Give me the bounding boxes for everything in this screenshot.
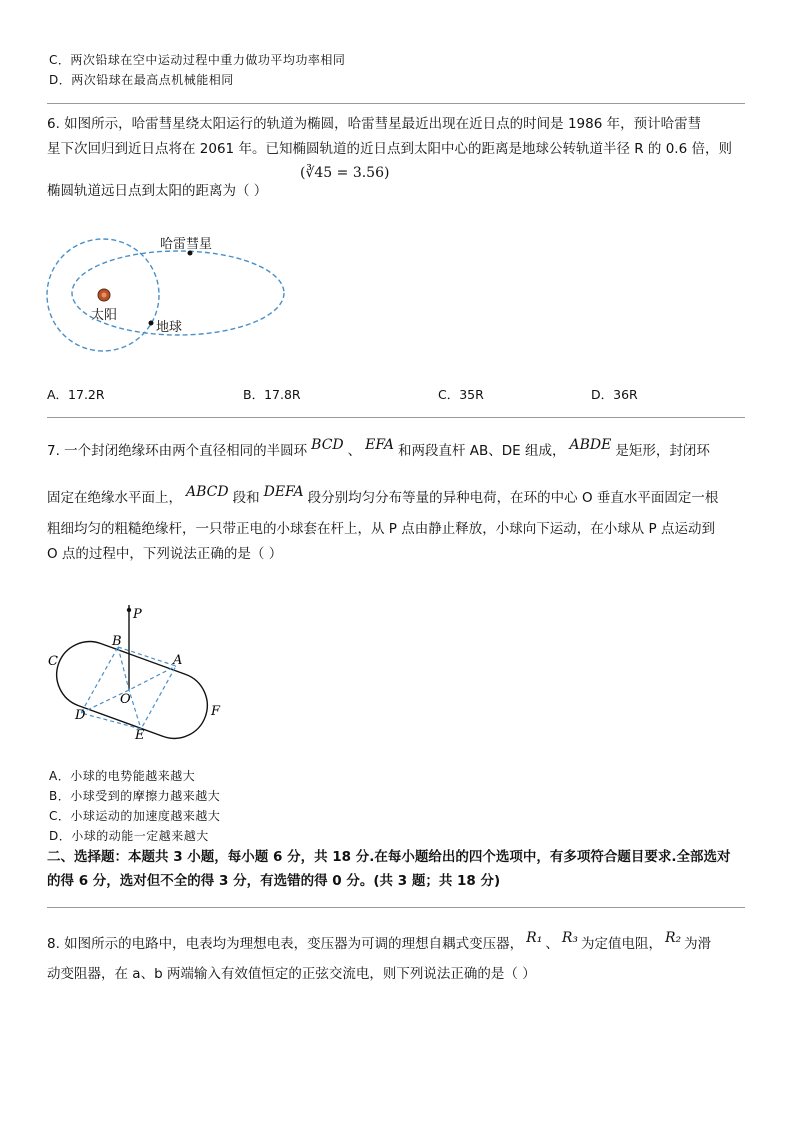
q7-efa: EFA bbox=[365, 437, 394, 453]
q8-sep: 、 bbox=[545, 936, 559, 952]
ring-diagram bbox=[40, 585, 240, 745]
q7-bcd: BCD bbox=[311, 437, 344, 453]
q8-text: 8. 如图所示的电路中，电表均为理想电表，变压器为可调的理想自耦式变压器， bbox=[47, 936, 524, 952]
q7-text: 和两段直杆 AB、DE 组成， bbox=[397, 443, 566, 459]
q7-abcd: ABCD bbox=[186, 484, 229, 500]
q8-line-1 bbox=[47, 930, 712, 955]
q7-line-4: O 点的过程中，下列说法正确的是（ ） bbox=[47, 546, 283, 562]
q5-option-d: D．两次铅球在最高点机械能相同 bbox=[49, 73, 234, 87]
divider bbox=[47, 417, 745, 418]
divider bbox=[47, 907, 745, 908]
q7-text: 7. 一个封闭绝缘环由两个直径相同的半圆环 bbox=[47, 443, 308, 459]
q6-formula: (∛45 = 3.56) bbox=[300, 165, 390, 181]
q8-r2: R₂ bbox=[664, 930, 682, 946]
q7-line-3: 粗细均匀的粗糙绝缘杆，一只带正电的小球套在杆上，从 P 点由静止释放，小球向下运动，在小球从 P 点运动到 bbox=[47, 521, 715, 537]
label-b: B bbox=[112, 634, 122, 649]
label-d: D bbox=[75, 708, 86, 723]
q8-text: 为滑 bbox=[684, 936, 712, 952]
label-a: A bbox=[173, 653, 183, 668]
comet-label: 哈雷彗星 bbox=[160, 237, 213, 252]
section-2-heading-line-1: 二、选择题：本题共 3 小题，每小题 6 分，共 18 分.在每小题给出的四个选项中，有多项符合题目要求.全部选对 bbox=[47, 849, 731, 865]
earth-label: 地球 bbox=[156, 320, 183, 335]
q7-option-c: C．小球运动的加速度越来越大 bbox=[49, 809, 221, 823]
label-p: P bbox=[133, 607, 142, 622]
q8-text: 为定值电阻， bbox=[580, 936, 662, 952]
q6-option-d: D．36R bbox=[591, 387, 638, 402]
q7-option-b: B．小球受到的摩擦力越来越大 bbox=[49, 789, 221, 803]
q6-line-2: 星下次回归到近日点将在 2061 年。已知椭圆轨道的近日点到太阳中心的距离是地球公转轨道半径 R 的 0.6 倍，则 bbox=[47, 141, 732, 157]
q8-r1: R₁ bbox=[526, 930, 543, 946]
section-2-heading-line-2: 的得 6 分，选对但不全的得 3 分，有选错的得 0 分。(共 3 题；共 18 分) bbox=[47, 873, 501, 889]
label-o: O bbox=[120, 692, 131, 707]
sun-label: 太阳 bbox=[91, 308, 118, 323]
q7-text: 是矩形，封闭环 bbox=[615, 443, 710, 459]
q6-line-3: 椭圆轨道远日点到太阳的距离为（ ） bbox=[47, 183, 268, 199]
sun-highlight bbox=[102, 293, 107, 298]
label-c: C bbox=[48, 654, 58, 669]
q7-abde: ABDE bbox=[569, 437, 612, 453]
q7-text: 段和 bbox=[232, 490, 260, 506]
q7-sep: 、 bbox=[347, 443, 362, 459]
label-e: E bbox=[135, 728, 145, 743]
q8-r3: R₃ bbox=[561, 930, 578, 946]
q7-option-d: D．小球的动能一定越来越大 bbox=[49, 829, 209, 843]
earth-dot bbox=[149, 321, 154, 326]
divider bbox=[47, 103, 745, 104]
q5-option-c: C．两次铅球在空中运动过程中重力做功平均功率相同 bbox=[49, 53, 346, 67]
q6-option-c: C．35R bbox=[438, 387, 484, 402]
q6-option-b: B．17.8R bbox=[243, 387, 301, 402]
q6-option-a: A．17.2R bbox=[47, 387, 105, 402]
q7-text: 段分别均匀分布等量的异种电荷，在环的中心 O 垂直水平面固定一根 bbox=[307, 490, 719, 506]
point-p-dot bbox=[127, 608, 131, 612]
q7-option-a: A．小球的电势能越来越大 bbox=[49, 769, 196, 783]
q8-line-2: 动变阻器，在 a、b 两端输入有效值恒定的正弦交流电，则下列说法正确的是（ ） bbox=[47, 966, 536, 982]
q7-line-2 bbox=[47, 484, 719, 509]
q7-text: 固定在绝缘水平面上， bbox=[47, 490, 182, 506]
q7-defa: DEFA bbox=[263, 484, 304, 500]
label-f: F bbox=[211, 704, 221, 719]
q7-line-1 bbox=[47, 437, 710, 462]
q6-line-1: 6. 如图所示，哈雷彗星绕太阳运行的轨道为椭圆，哈雷彗星最近出现在近日点的时间是 1986 年，预计哈雷彗 bbox=[47, 116, 702, 132]
